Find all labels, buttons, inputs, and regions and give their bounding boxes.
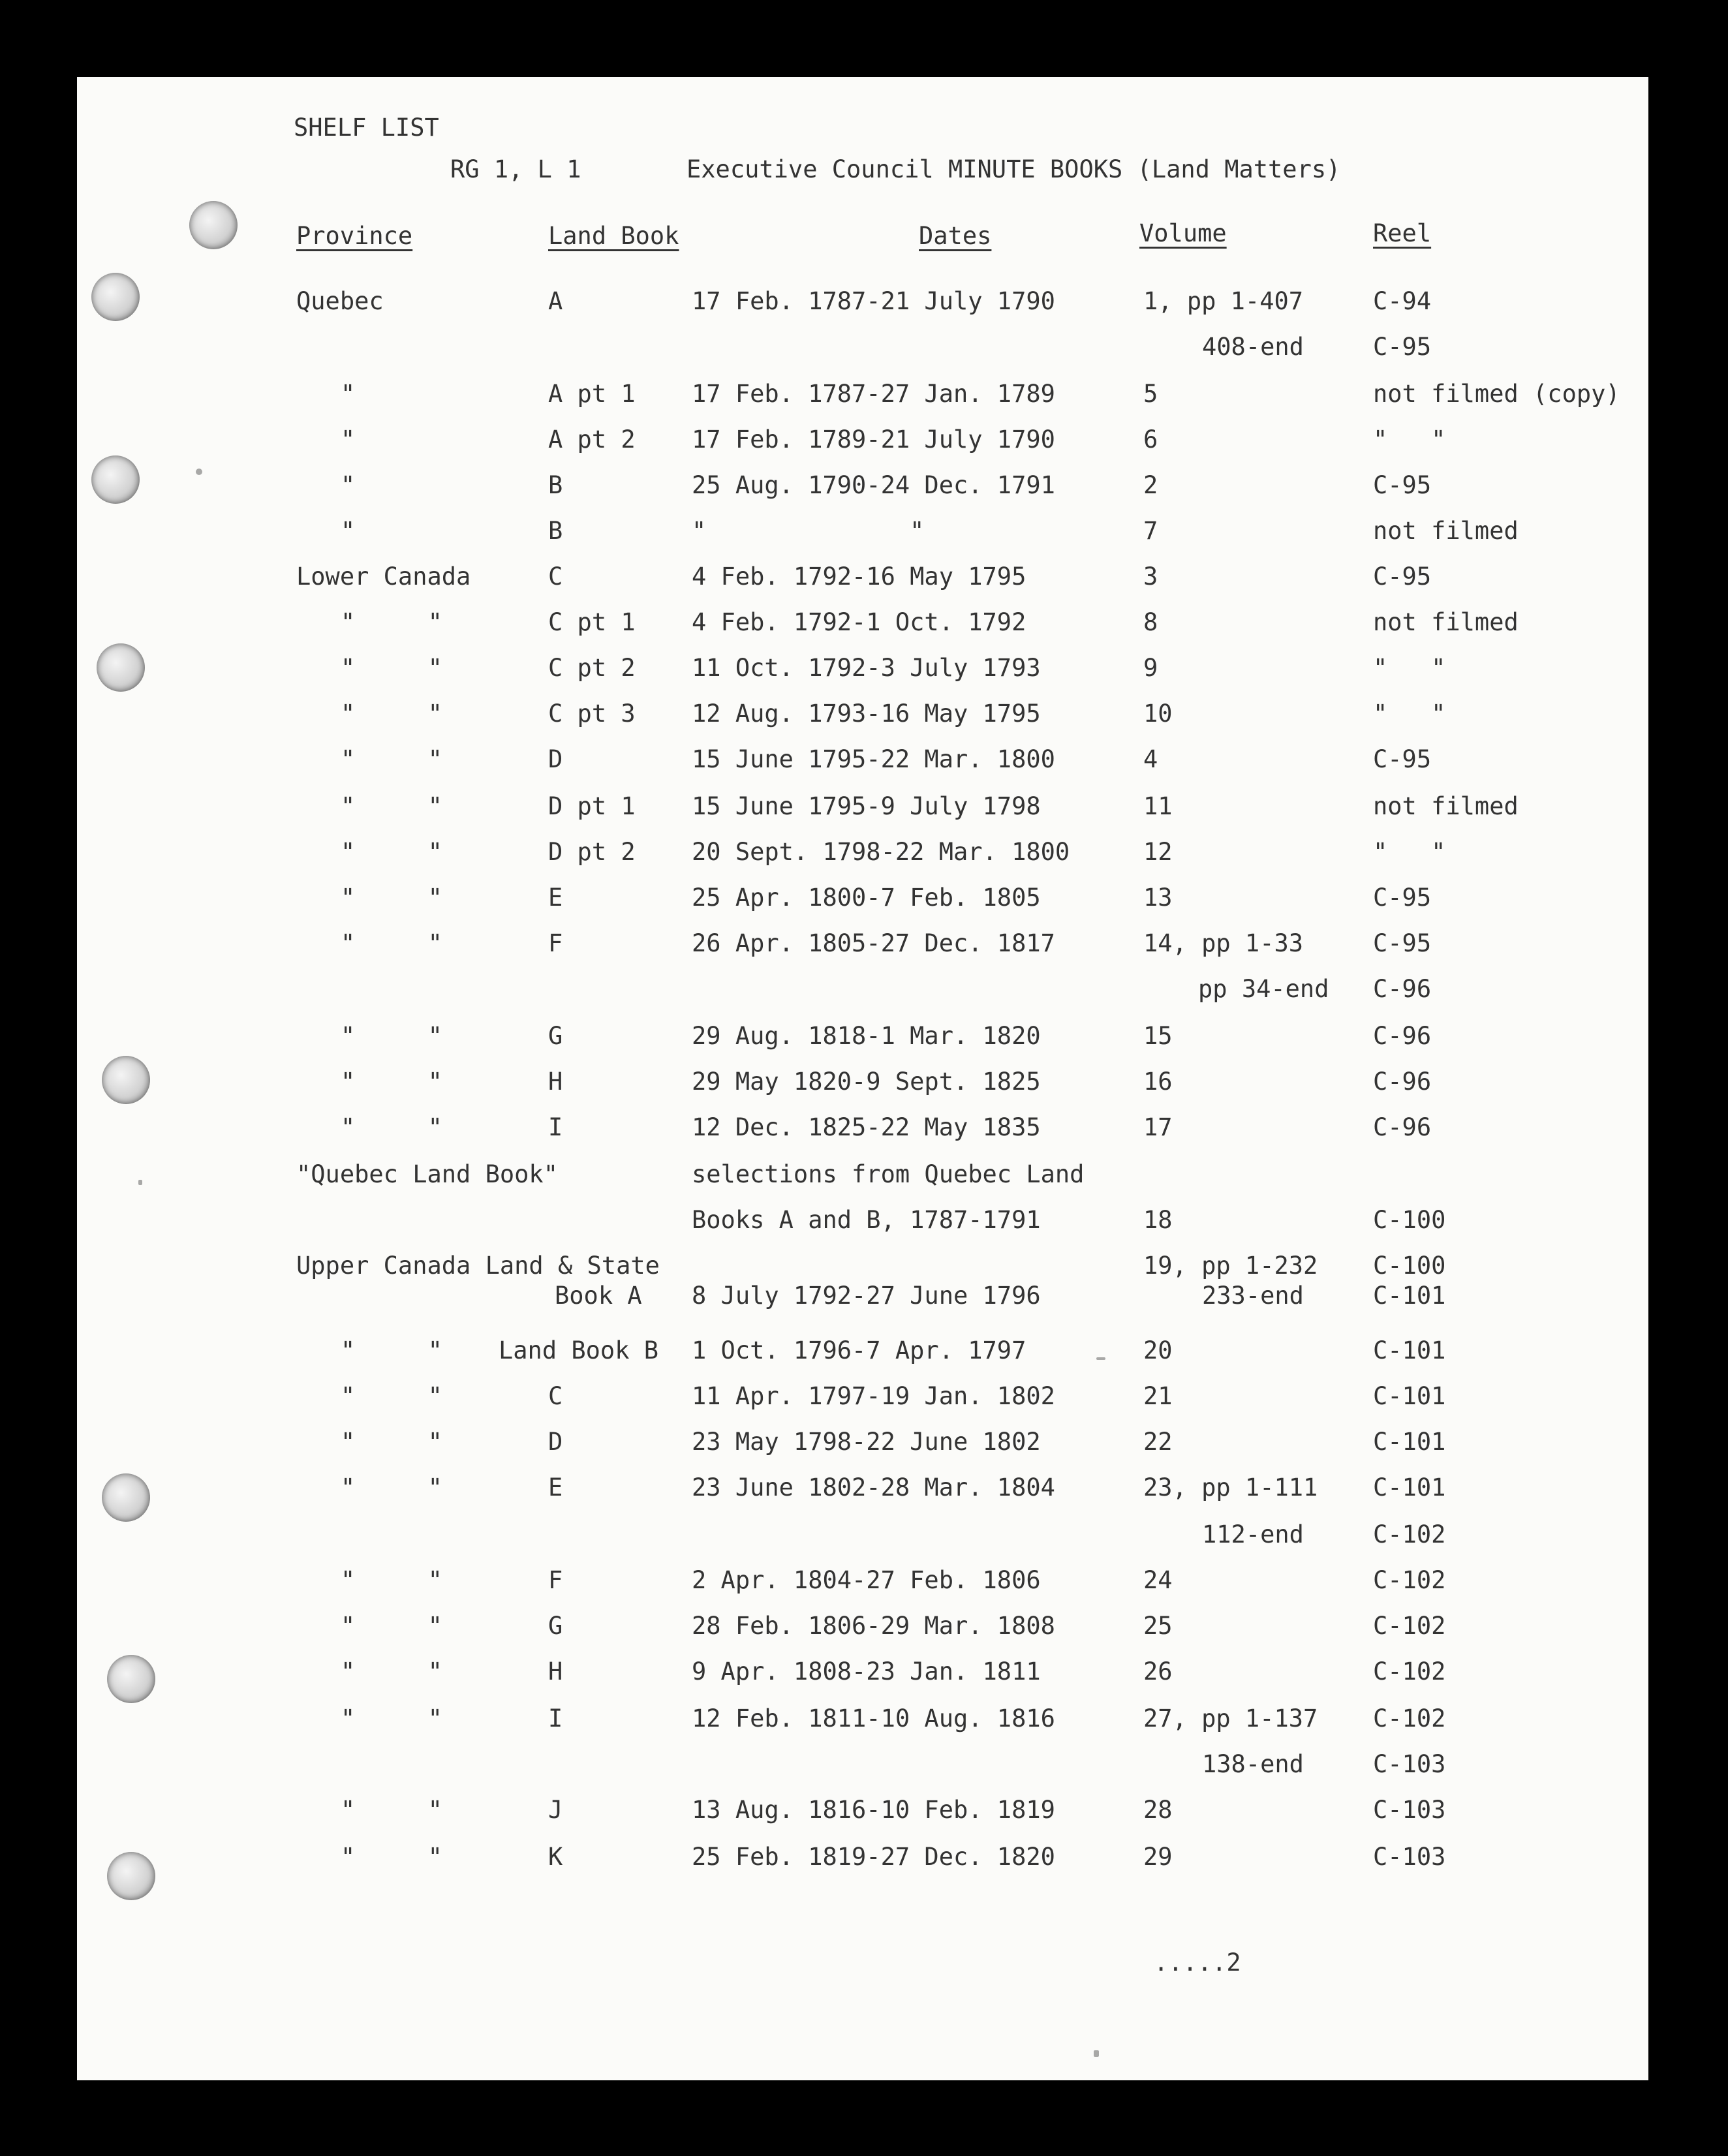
cell-province: " " — [341, 884, 442, 912]
cell-dates: 23 June 1802-28 Mar. 1804 — [692, 1473, 1055, 1502]
cell-reel: C-96 — [1373, 1022, 1432, 1050]
cell-volume: 7 — [1143, 517, 1158, 545]
record-group-reference: RG 1, L 1 — [450, 155, 581, 183]
cell-dates: 28 Feb. 1806-29 Mar. 1808 — [692, 1612, 1055, 1640]
cell-dates: 26 Apr. 1805-27 Dec. 1817 — [692, 929, 1055, 957]
cell-reel: C-95 — [1373, 884, 1432, 912]
cell-dates: 17 Feb. 1787-27 Jan. 1789 — [692, 380, 1055, 408]
cell-province: " " — [341, 838, 442, 866]
cell-reel: C-102 — [1373, 1566, 1446, 1594]
cell-dates: 20 Sept. 1798-22 Mar. 1800 — [692, 838, 1070, 866]
cell-book: A — [548, 287, 563, 315]
cell-book: H — [548, 1068, 563, 1096]
cell-reel: C-103 — [1373, 1843, 1446, 1871]
cell-dates: 4 Feb. 1792-16 May 1795 — [692, 562, 1026, 591]
cell-volume: 408-end — [1202, 333, 1304, 361]
cell-dates: 15 June 1795-9 July 1798 — [692, 792, 1041, 820]
cell-reel: C-101 — [1373, 1282, 1446, 1310]
cell-dates: 11 Oct. 1792-3 July 1793 — [692, 654, 1041, 682]
cell-reel: C-102 — [1373, 1704, 1446, 1732]
cell-volume: 28 — [1143, 1796, 1173, 1824]
cell-reel: C-96 — [1373, 975, 1432, 1003]
cell-volume: 8 — [1143, 608, 1158, 636]
punch-hole — [102, 1473, 150, 1522]
punch-hole — [91, 273, 140, 321]
cell-reel: C-96 — [1373, 1113, 1432, 1141]
cell-province: " — [341, 517, 356, 545]
cell-volume: 13 — [1143, 884, 1173, 912]
cell-volume: 10 — [1143, 700, 1173, 728]
cell-book: E — [548, 884, 563, 912]
cell-dates: 1 Oct. 1796-7 Apr. 1797 — [692, 1336, 1026, 1364]
cell-book: I — [548, 1113, 563, 1141]
cell-book: C pt 2 — [548, 654, 636, 682]
cell-dates: 8 July 1792-27 June 1796 — [692, 1282, 1041, 1310]
cell-reel: C-103 — [1373, 1796, 1446, 1824]
cell-book: J — [548, 1796, 563, 1824]
cell-dates: 2 Apr. 1804-27 Feb. 1806 — [692, 1566, 1041, 1594]
cell-volume: 112-end — [1202, 1520, 1304, 1548]
cell-province: " " — [341, 929, 442, 957]
cell-volume: 24 — [1143, 1566, 1173, 1594]
cell-dates: " " — [692, 517, 925, 545]
cell-reel: not filmed (copy) — [1373, 380, 1620, 408]
cell-volume: 20 — [1143, 1336, 1173, 1364]
cell-volume: 9 — [1143, 654, 1158, 682]
cell-dates: 12 Feb. 1811-10 Aug. 1816 — [692, 1704, 1055, 1732]
cell-book: F — [548, 929, 563, 957]
cell-province: " " — [341, 1068, 442, 1096]
cell-book: F — [548, 1566, 563, 1594]
cell-dates: 25 Aug. 1790-24 Dec. 1791 — [692, 471, 1055, 499]
cell-book: C pt 3 — [548, 700, 636, 728]
cell-book: A pt 2 — [548, 425, 636, 454]
cell-reel: C-101 — [1373, 1336, 1446, 1364]
cell-volume: 27, pp 1-137 — [1143, 1704, 1318, 1732]
cell-reel: not filmed — [1373, 792, 1519, 820]
cell-dates: 12 Aug. 1793-16 May 1795 — [692, 700, 1041, 728]
cell-book: D — [548, 1428, 563, 1456]
cell-dates: 25 Feb. 1819-27 Dec. 1820 — [692, 1843, 1055, 1871]
speck — [138, 1180, 142, 1185]
cell-dates: 4 Feb. 1792-1 Oct. 1792 — [692, 608, 1026, 636]
cell-reel: C-94 — [1373, 287, 1432, 315]
cell-reel: not filmed — [1373, 608, 1519, 636]
cell-reel: C-103 — [1373, 1750, 1446, 1778]
cell-volume: 25 — [1143, 1612, 1173, 1640]
cell-province: " " — [341, 654, 442, 682]
cell-province: " " — [341, 745, 442, 773]
cell-province: " — [341, 425, 356, 454]
cell-book: G — [548, 1612, 563, 1640]
punch-hole — [107, 1655, 155, 1703]
cell-province: " " — [341, 1657, 442, 1686]
cell-dates: 29 Aug. 1818-1 Mar. 1820 — [692, 1022, 1041, 1050]
cell-dates: 29 May 1820-9 Sept. 1825 — [692, 1068, 1041, 1096]
cell-reel: " " — [1373, 700, 1446, 728]
header-province: Province — [296, 222, 413, 250]
document-page — [77, 77, 1648, 2080]
cell-volume: 26 — [1143, 1657, 1173, 1686]
punch-hole — [97, 643, 145, 692]
punch-hole — [102, 1056, 150, 1104]
cell-reel: " " — [1373, 425, 1446, 454]
cell-volume: 21 — [1143, 1382, 1173, 1410]
cell-book: D pt 1 — [548, 792, 636, 820]
cell-volume: 12 — [1143, 838, 1173, 866]
cell-book: Land Book B — [499, 1336, 659, 1364]
cell-book: C — [548, 1382, 563, 1410]
header-dates: Dates — [919, 222, 992, 250]
cell-book: G — [548, 1022, 563, 1050]
speck — [1096, 1357, 1105, 1360]
cell-volume: 22 — [1143, 1428, 1173, 1456]
cell-province: " " — [341, 1113, 442, 1141]
cell-province: " — [341, 471, 356, 499]
punch-hole — [91, 455, 140, 504]
cell-reel: C-101 — [1373, 1428, 1446, 1456]
cell-reel: C-101 — [1373, 1473, 1446, 1502]
cell-dates: Books A and B, 1787-1791 — [692, 1206, 1041, 1234]
cell-book: D pt 2 — [548, 838, 636, 866]
cell-book: Book A — [555, 1282, 642, 1310]
cell-volume: 14, pp 1-33 — [1143, 929, 1304, 957]
cell-volume: 15 — [1143, 1022, 1173, 1050]
cell-volume: 29 — [1143, 1843, 1173, 1871]
cell-reel: " " — [1373, 654, 1446, 682]
cell-book: B — [548, 471, 563, 499]
cell-dates: 11 Apr. 1797-19 Jan. 1802 — [692, 1382, 1055, 1410]
cell-dates: 13 Aug. 1816-10 Feb. 1819 — [692, 1796, 1055, 1824]
cell-province: " " — [341, 700, 442, 728]
header-volume: Volume — [1139, 219, 1227, 247]
cell-volume: 1, pp 1-407 — [1143, 287, 1304, 315]
page-continuation: .....2 — [1154, 1948, 1241, 1977]
cell-book: D — [548, 745, 563, 773]
cell-volume: 4 — [1143, 745, 1158, 773]
cell-dates: 23 May 1798-22 June 1802 — [692, 1428, 1041, 1456]
punch-hole — [189, 201, 238, 249]
cell-volume: 233-end — [1202, 1282, 1304, 1310]
speck — [1094, 2050, 1099, 2057]
cell-province: Lower Canada — [296, 562, 471, 591]
cell-book: B — [548, 517, 563, 545]
cell-reel: C-102 — [1373, 1520, 1446, 1548]
cell-book: H — [548, 1657, 563, 1686]
shelf-list-label: SHELF LIST — [294, 114, 439, 142]
cell-province: Upper Canada Land & State — [296, 1252, 660, 1280]
cell-dates: 17 Feb. 1789-21 July 1790 — [692, 425, 1055, 454]
punch-hole — [107, 1852, 155, 1900]
cell-book: I — [548, 1704, 563, 1732]
cell-reel: C-96 — [1373, 1068, 1432, 1096]
cell-volume: 2 — [1143, 471, 1158, 499]
cell-dates: 12 Dec. 1825-22 May 1835 — [692, 1113, 1041, 1141]
cell-province: " — [341, 380, 356, 408]
cell-reel: C-95 — [1373, 562, 1432, 591]
cell-reel: C-102 — [1373, 1657, 1446, 1686]
cell-volume: 19, pp 1-232 — [1143, 1252, 1318, 1280]
cell-province: " " — [341, 1796, 442, 1824]
cell-volume: 138-end — [1202, 1750, 1304, 1778]
cell-volume: 23, pp 1-111 — [1143, 1473, 1318, 1502]
cell-reel: C-102 — [1373, 1612, 1446, 1640]
cell-book: A pt 1 — [548, 380, 636, 408]
cell-province: " " — [341, 608, 442, 636]
speck — [196, 469, 202, 475]
cell-province: " " — [341, 1843, 442, 1871]
document-title: Executive Council MINUTE BOOKS (Land Matters) — [687, 155, 1341, 183]
cell-province: " " — [341, 1612, 442, 1640]
cell-dates: 9 Apr. 1808-23 Jan. 1811 — [692, 1657, 1041, 1686]
cell-volume: 16 — [1143, 1068, 1173, 1096]
cell-reel: C-100 — [1373, 1206, 1446, 1234]
cell-volume: pp 34-end — [1198, 975, 1329, 1003]
cell-province: " " — [341, 1566, 442, 1594]
cell-reel: C-95 — [1373, 333, 1432, 361]
cell-volume: 3 — [1143, 562, 1158, 591]
cell-province: Quebec — [296, 287, 384, 315]
cell-province: " " — [341, 792, 442, 820]
cell-dates: selections from Quebec Land — [692, 1160, 1085, 1188]
cell-book: C — [548, 562, 563, 591]
cell-dates: 15 June 1795-22 Mar. 1800 — [692, 745, 1055, 773]
cell-dates: 25 Apr. 1800-7 Feb. 1805 — [692, 884, 1041, 912]
header-reel: Reel — [1373, 219, 1432, 247]
cell-province: " " — [341, 1382, 442, 1410]
cell-dates: 17 Feb. 1787-21 July 1790 — [692, 287, 1055, 315]
header-land-book: Land Book — [548, 222, 679, 250]
cell-volume: 6 — [1143, 425, 1158, 454]
cell-volume: 5 — [1143, 380, 1158, 408]
cell-book: C pt 1 — [548, 608, 636, 636]
cell-reel: " " — [1373, 838, 1446, 866]
cell-reel: C-95 — [1373, 471, 1432, 499]
cell-province: " " — [341, 1704, 442, 1732]
cell-reel: C-95 — [1373, 745, 1432, 773]
cell-reel: C-95 — [1373, 929, 1432, 957]
cell-reel: C-101 — [1373, 1382, 1446, 1410]
cell-province: "Quebec Land Book" — [296, 1160, 558, 1188]
cell-province: " " — [341, 1022, 442, 1050]
cell-volume: 18 — [1143, 1206, 1173, 1234]
cell-reel: not filmed — [1373, 517, 1519, 545]
cell-reel: C-100 — [1373, 1252, 1446, 1280]
cell-province: " " — [341, 1428, 442, 1456]
cell-province: " " — [341, 1473, 442, 1502]
cell-volume: 11 — [1143, 792, 1173, 820]
cell-book: K — [548, 1843, 563, 1871]
cell-book: E — [548, 1473, 563, 1502]
cell-province: " " — [341, 1336, 442, 1364]
cell-volume: 17 — [1143, 1113, 1173, 1141]
